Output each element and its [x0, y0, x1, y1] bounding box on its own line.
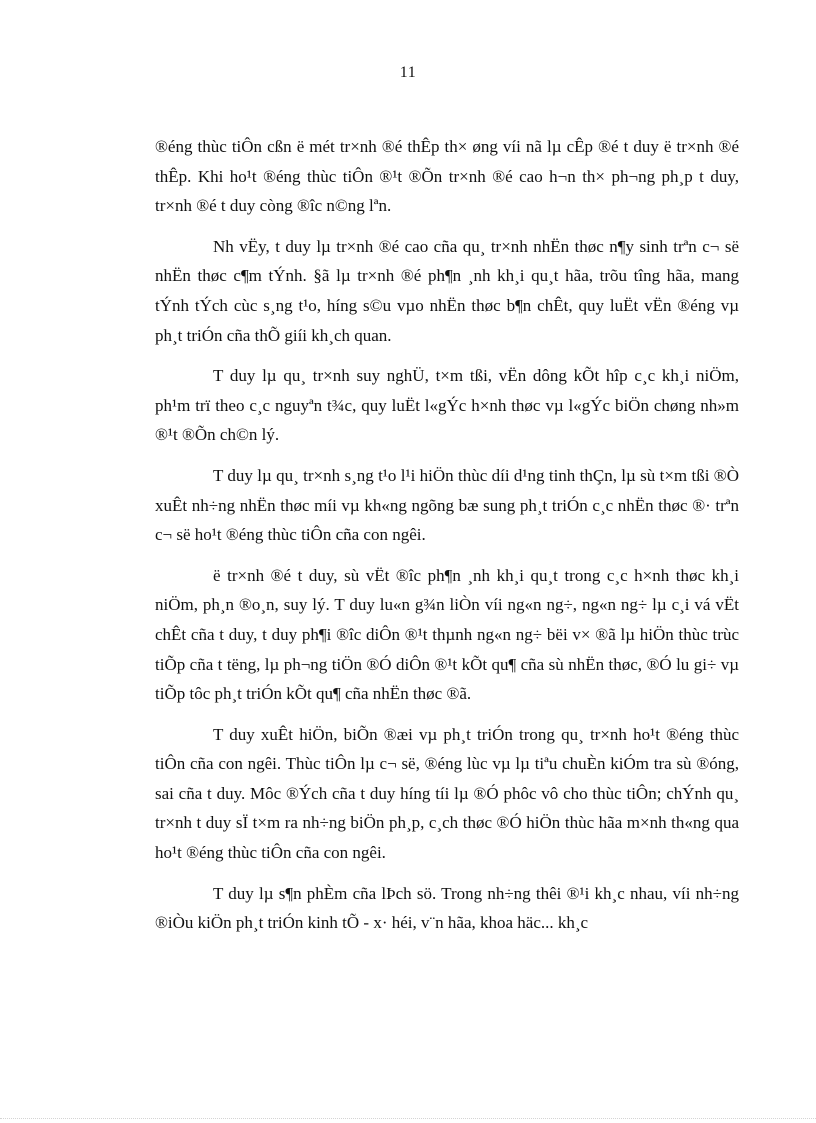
paragraph: T duy xuÊt hiÖn, biÕn ®æi vµ ph¸t triÓn trong qu¸ tr×nh ho¹t ®éng thùc tiÔn cña con ngêi. Thùc tiÔn lµ c¬ së, ®éng lùc vµ lµ tiªu chuÈn kiÓm tra sù ®óng, sai cña t duy. Môc ®Ých cña t duy híng tíi lµ ®Ó phôc vô cho thùc tiÔn; chÝnh qu¸ tr×nh t duy sÏ t×m ra nh÷ng biÖn ph¸p, c¸ch thøc ®Ó hiÖn thùc hãa m×nh th«ng qua ho¹t ®éng thùc tiÔn cña con ngêi.	[155, 724, 739, 863]
paragraph-continuation: ®éng thùc tiÔn cßn ë mét tr×nh ®é thÊp th× øng víi nã lµ cÊp ®é t duy ë tr×nh ®é thÊp. Khi ho¹t ®éng thùc tiÔn ®¹t ®Õn tr×nh ®é cao h¬n th× ph¬ng ph¸p t duy, tr×nh ®é t duy còng ®îc n©ng lªn.	[155, 137, 739, 216]
paragraph: ë tr×nh ®é t duy, sù vËt ®îc ph¶n ¸nh kh¸i qu¸t trong c¸c h×nh thøc kh¸i niÖm, ph¸n ®o¸n, suy lý. T duy lu«n g¾n liÒn víi ng«n ng÷, ng«n ng÷ lµ c¸i vá vËt chÊt cña t duy, t duy ph¶i ®îc diÔn ®¹t thµnh ng«n ng÷ bëi v× ®ã lµ hiÖn thùc trùc tiÕp cña t tëng, lµ ph¬ng tiÖn ®Ó diÔn ®¹t kÕt qu¶ cña sù nhËn thøc, ®Ó lu gi÷ vµ tiÕp tôc ph¸t triÓn kÕt qu¶ cña nhËn thøc ®ã.	[155, 565, 739, 704]
paragraph: T duy lµ qu¸ tr×nh suy nghÜ, t×m tßi, vËn dông kÕt hîp c¸c kh¸i niÖm, ph¹m trï theo c¸c nguyªn t¾c, quy luËt l«gÝc h×nh thøc vµ l«gÝc biÖn chøng nh»m ®¹t ®Õn ch©n lý.	[155, 366, 739, 445]
page-bottom-divider	[0, 1118, 816, 1119]
paragraph: T duy lµ qu¸ tr×nh s¸ng t¹o l¹i hiÖn thùc díi d¹ng tinh thÇn, lµ sù t×m tßi ®Ò xuÊt nh÷ng nhËn thøc míi vµ kh«ng ngõng bæ sung ph¸t triÓn c¸c nhËn thøc ®· trªn c¬ së ho¹t ®éng thùc tiÔn cña con ngêi.	[155, 465, 739, 545]
paragraph: Nh vËy, t duy lµ tr×nh ®é cao cña qu¸ tr×nh nhËn thøc n¶y sinh trªn c¬ së nhËn thøc c¶m tÝnh. §ã lµ tr×nh ®é ph¶n ¸nh kh¸i qu¸t hãa, trõu tîng hãa, mang tÝnh tÝch cùc s¸ng t¹o, híng s©u vµo nhËn thøc b¶n chÊt, quy luËt vËn ®éng vµ ph¸t triÓn cña thÕ giíi kh¸ch quan.	[155, 236, 739, 345]
page-number: 11	[399, 64, 417, 81]
body-text	[155, 132, 739, 949]
paragraph: T duy lµ s¶n phÈm cña lÞch sö. Trong nh÷ng thêi ®¹i kh¸c nhau, víi nh÷ng ®iÒu kiÖn ph¸t triÓn kinh tÕ - x· héi, v¨n hãa, khoa häc... kh¸c	[155, 883, 739, 933]
